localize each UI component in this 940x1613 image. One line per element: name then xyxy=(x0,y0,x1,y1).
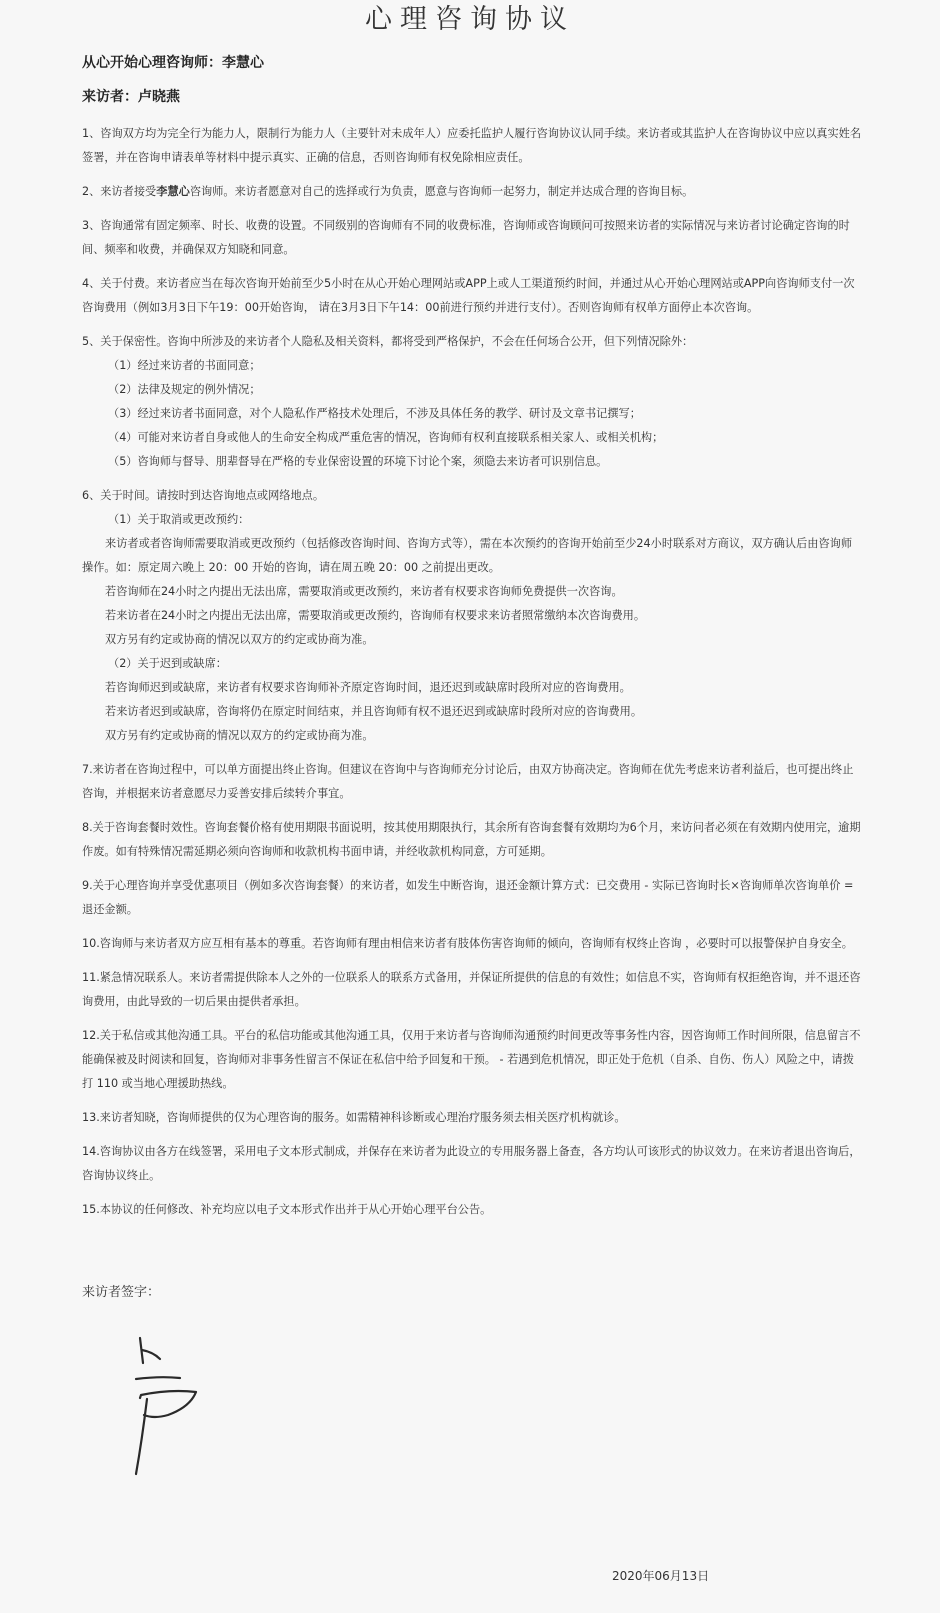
page-title: 心理咨询协议 xyxy=(365,4,575,35)
clause-2-after: 咨询师。来访者愿意对自己的选择或行为负责，愿意与咨询师一起努力，制定并达成合理的咨询目标。 xyxy=(189,185,694,198)
client-label: 来访者： xyxy=(82,89,138,105)
clause-10: 10.咨询师与来访者双方应互相有基本的尊重。若咨询师有理由相信来访者有肢体伤害咨询师的倾向，咨询师有权终止咨询 ，必要时可以报警保护自身安全。 xyxy=(82,937,853,950)
clause-2-counselor-name: 李慧心 xyxy=(156,185,190,198)
handwritten-signature xyxy=(120,1335,230,1485)
counselor-name: 李慧心 xyxy=(222,55,264,71)
clause-5-item: （2）法律及规定的例外情况； xyxy=(108,383,261,396)
signature-label: 来访者签字： xyxy=(82,1285,161,1300)
clause-11: 11.紧急情况联系人。来访者需提供除本人之外的一位联系人的联系方式备用，并保证所提供的信息的有效性；如信息不实，咨询师有权拒绝咨询，并不退还咨询费用，由此导致的一切后果由提供者承担。 xyxy=(82,971,861,1008)
clause-6-sub1-line: 若咨询师在24小时之内提出无法出席，需要取消或更改预约，来访者有权要求咨询师免费提供一次咨询。 xyxy=(105,585,623,598)
clause-list xyxy=(82,122,862,1232)
signature-date: 2020年06月13日 xyxy=(612,1569,710,1583)
clause-6-sub1-text: 来访者或者咨询师需要取消或更改预约（包括修改咨询时间、咨询方式等），需在本次预约的咨询开始前至少24小时联系对方商议，双方确认后由咨询师操作。如：原定周六晚上 20：00 开始的咨询，请在周五晚 20：00 之前提出更改。 xyxy=(82,537,853,574)
clause-15: 15.本协议的任何修改、补充均应以电子文本形式作出并于从心开始心理平台公告。 xyxy=(82,1203,492,1216)
clause-6-sub1-line: 双方另有约定或协商的情况以双方的约定或协商为准。 xyxy=(105,633,374,646)
clause-1: 1、咨询双方均为完全行为能力人，限制行为能力人（主要针对未成年人）应委托监护人履行咨询协议认同手续。来访者或其监护人在咨询协议中应以真实姓名签署，并在咨询申请表单等材料中提示真实、正确的信息，否则咨询师有权免除相应责任。 xyxy=(82,127,862,164)
clause-2 xyxy=(82,180,862,204)
clause-8: 8.关于咨询套餐时效性。咨询套餐价格有使用期限书面说明，按其使用期限执行，其余所有咨询套餐有效期均为6个月，来访问者必须在有效期内使用完，逾期作废。如有特殊情况需延期必须向咨询师和收款机构书面申请，并经收款机构同意，方可延期。 xyxy=(82,821,861,858)
clause-5-item: （1）经过来访者的书面同意； xyxy=(108,359,261,372)
clause-12: 12.关于私信或其他沟通工具。平台的私信功能或其他沟通工具，仅用于来访者与咨询师沟通预约时间更改等事务性内容，因咨询师工作时间所限，信息留言不能确保被及时阅读和回复，咨询师对非事务性留言不保证在私信中给予回复和干预。 - 若遇到危机情况，即正处于危机（自杀、自伤、伤人）风险之中，请拨打 110 或当地心理援助热线。 xyxy=(82,1029,861,1090)
counselor-line xyxy=(82,53,264,73)
clause-6-sub2-line: 若来访者迟到或缺席，咨询将仍在原定时间结束，并且咨询师有权不退还迟到或缺席时段所对应的咨询费用。 xyxy=(105,705,643,718)
clause-5-intro: 5、关于保密性。咨询中所涉及的来访者个人隐私及相关资料，都将受到严格保护，不会在任何场合公开，但下列情况除外： xyxy=(82,335,694,348)
clause-5-item: （4）可能对来访者自身或他人的生命安全构成严重危害的情况，咨询师有权利直接联系相关家人、或相关机构； xyxy=(108,431,664,444)
clause-5-item: （3）经过来访者书面同意，对个人隐私作严格技术处理后，不涉及具体任务的教学、研讨及文章书记撰写； xyxy=(108,407,641,420)
clause-6 xyxy=(82,484,862,748)
counselor-label: 从心开始心理咨询师： xyxy=(82,55,222,71)
clause-4: 4、关于付费。来访者应当在每次咨询开始前至少5小时在从心开始心理网站或APP上或人工渠道预约时间，并通过从心开始心理网站或APP向咨询师支付一次咨询费用（例如3月3日下午19：00开始咨询， 请在3月3日下午14：00前进行预约并进行支付）。否则咨询师有权单方面停止本次咨询。 xyxy=(82,277,855,314)
clause-7: 7.来访者在咨询过程中，可以单方面提出终止咨询。但建议在咨询中与咨询师充分讨论后，由双方协商决定。咨询师在优先考虑来访者利益后，也可提出终止咨询，并根据来访者意愿尽力妥善安排后续转介事宜。 xyxy=(82,763,854,800)
clause-13: 13.来访者知晓，咨询师提供的仅为心理咨询的服务。如需精神科诊断或心理治疗服务须去相关医疗机构就诊。 xyxy=(82,1111,626,1124)
clause-9: 9.关于心理咨询并享受优惠项目（例如多次咨询套餐）的来访者，如发生中断咨询，退还金额计算方式：已交费用 - 实际已咨询时长×咨询师单次咨询单价 = 退还金额。 xyxy=(82,879,854,916)
clause-6-sub2-line: 双方另有约定或协商的情况以双方的约定或协商为准。 xyxy=(105,729,374,742)
clause-3: 3、咨询通常有固定频率、时长、收费的设置。不同级别的咨询师有不同的收费标准，咨询师或咨询顾问可按照来访者的实际情况与来访者讨论确定咨询的时间、频率和收费，并确保双方知晓和同意。 xyxy=(82,219,850,256)
clause-6-sub2-title: （2）关于迟到或缺席： xyxy=(108,657,227,670)
clause-6-sub2-line: 若咨询师迟到或缺席，来访者有权要求咨询师补齐原定咨询时间，退还迟到或缺席时段所对应的咨询费用。 xyxy=(105,681,631,694)
client-line xyxy=(82,87,180,107)
clause-6-sub1-title: （1）关于取消或更改预约： xyxy=(108,513,250,526)
clause-5 xyxy=(82,330,862,474)
clause-5-item: （5）咨询师与督导、朋辈督导在严格的专业保密设置的环境下讨论个案，须隐去来访者可识别信息。 xyxy=(108,455,608,468)
clause-14: 14.咨询协议由各方在线签署，采用电子文本形式制成，并保存在来访者为此设立的专用服务器上备查，各方均认可该形式的协议效力。在来访者退出咨询后，咨询协议终止。 xyxy=(82,1145,861,1182)
clause-6-intro: 6、关于时间。请按时到达咨询地点或网络地点。 xyxy=(82,489,325,502)
clause-6-sub1-line: 若来访者在24小时之内提出无法出席，需要取消或更改预约，咨询师有权要求来访者照常缴纳本次咨询费用。 xyxy=(105,609,646,622)
client-name: 卢晓燕 xyxy=(138,89,180,105)
clause-2-before: 2、来访者接受 xyxy=(82,185,157,198)
